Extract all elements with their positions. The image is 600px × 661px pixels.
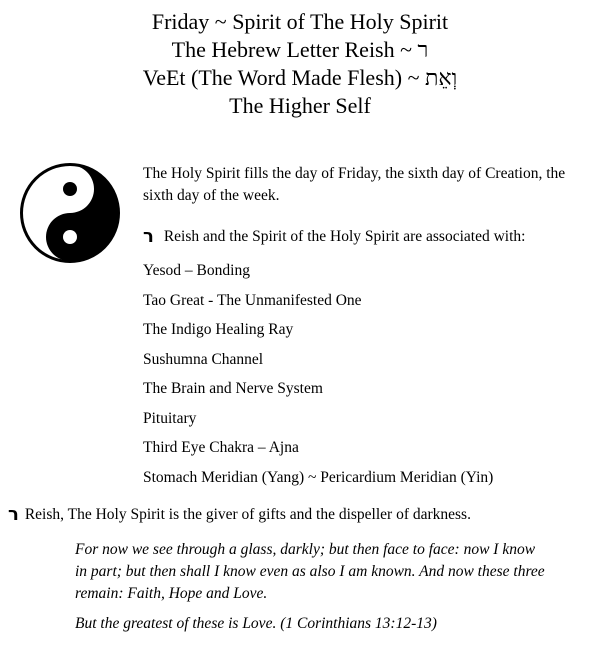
title-block	[0, 8, 600, 120]
associations-heading	[143, 226, 525, 248]
scripture-quote	[75, 539, 545, 635]
reish-letter-icon: ר	[143, 226, 154, 247]
list-item: Pituitary	[143, 409, 197, 427]
list-item: Sushumna Channel	[143, 350, 264, 368]
list-item: Yesod – Bonding	[143, 262, 250, 279]
title-line-3: VeEt (The Word Made Flesh) ~ וְאֵת	[142, 65, 458, 90]
yin-yang-icon	[20, 163, 120, 263]
associations-heading-text: Reish and the Spirit of the Holy Spirit are associated with:	[163, 228, 526, 245]
giver-statement	[8, 504, 471, 526]
title-line-1: Friday ~ Spirit of The Holy Spirit	[151, 9, 449, 34]
giver-statement-text: Reish, The Holy Spirit is the giver of gifts and the dispeller of darkness.	[24, 506, 471, 523]
list-item: Tao Great - The Unmanifested One	[143, 291, 362, 309]
list-item: The Indigo Healing Ray	[143, 321, 294, 338]
list-item: The Brain and Nerve System	[143, 380, 323, 397]
quote-part-1: For now we see through a glass, darkly; but then face to face: now I know in part; but then shall I know even as also I am known. And now these three remain: Faith, Hope and Love.	[75, 541, 545, 602]
quote-part-2: But the greatest of these is Love. (1 Corinthians 13:12-13)	[75, 615, 437, 632]
reish-letter-icon: ר	[8, 504, 19, 525]
associations-list	[143, 256, 493, 492]
title-line-4: The Higher Self	[229, 93, 371, 118]
list-item: Stomach Meridian (Yang) ~ Pericardium Meridian (Yin)	[143, 468, 494, 486]
title-line-2: The Hebrew Letter Reish ~ ר	[171, 37, 429, 62]
intro-paragraph: The Holy Spirit fills the day of Friday, the sixth day of Creation, the sixth day of the week.	[143, 165, 566, 204]
list-item: Third Eye Chakra – Ajna	[143, 439, 299, 456]
